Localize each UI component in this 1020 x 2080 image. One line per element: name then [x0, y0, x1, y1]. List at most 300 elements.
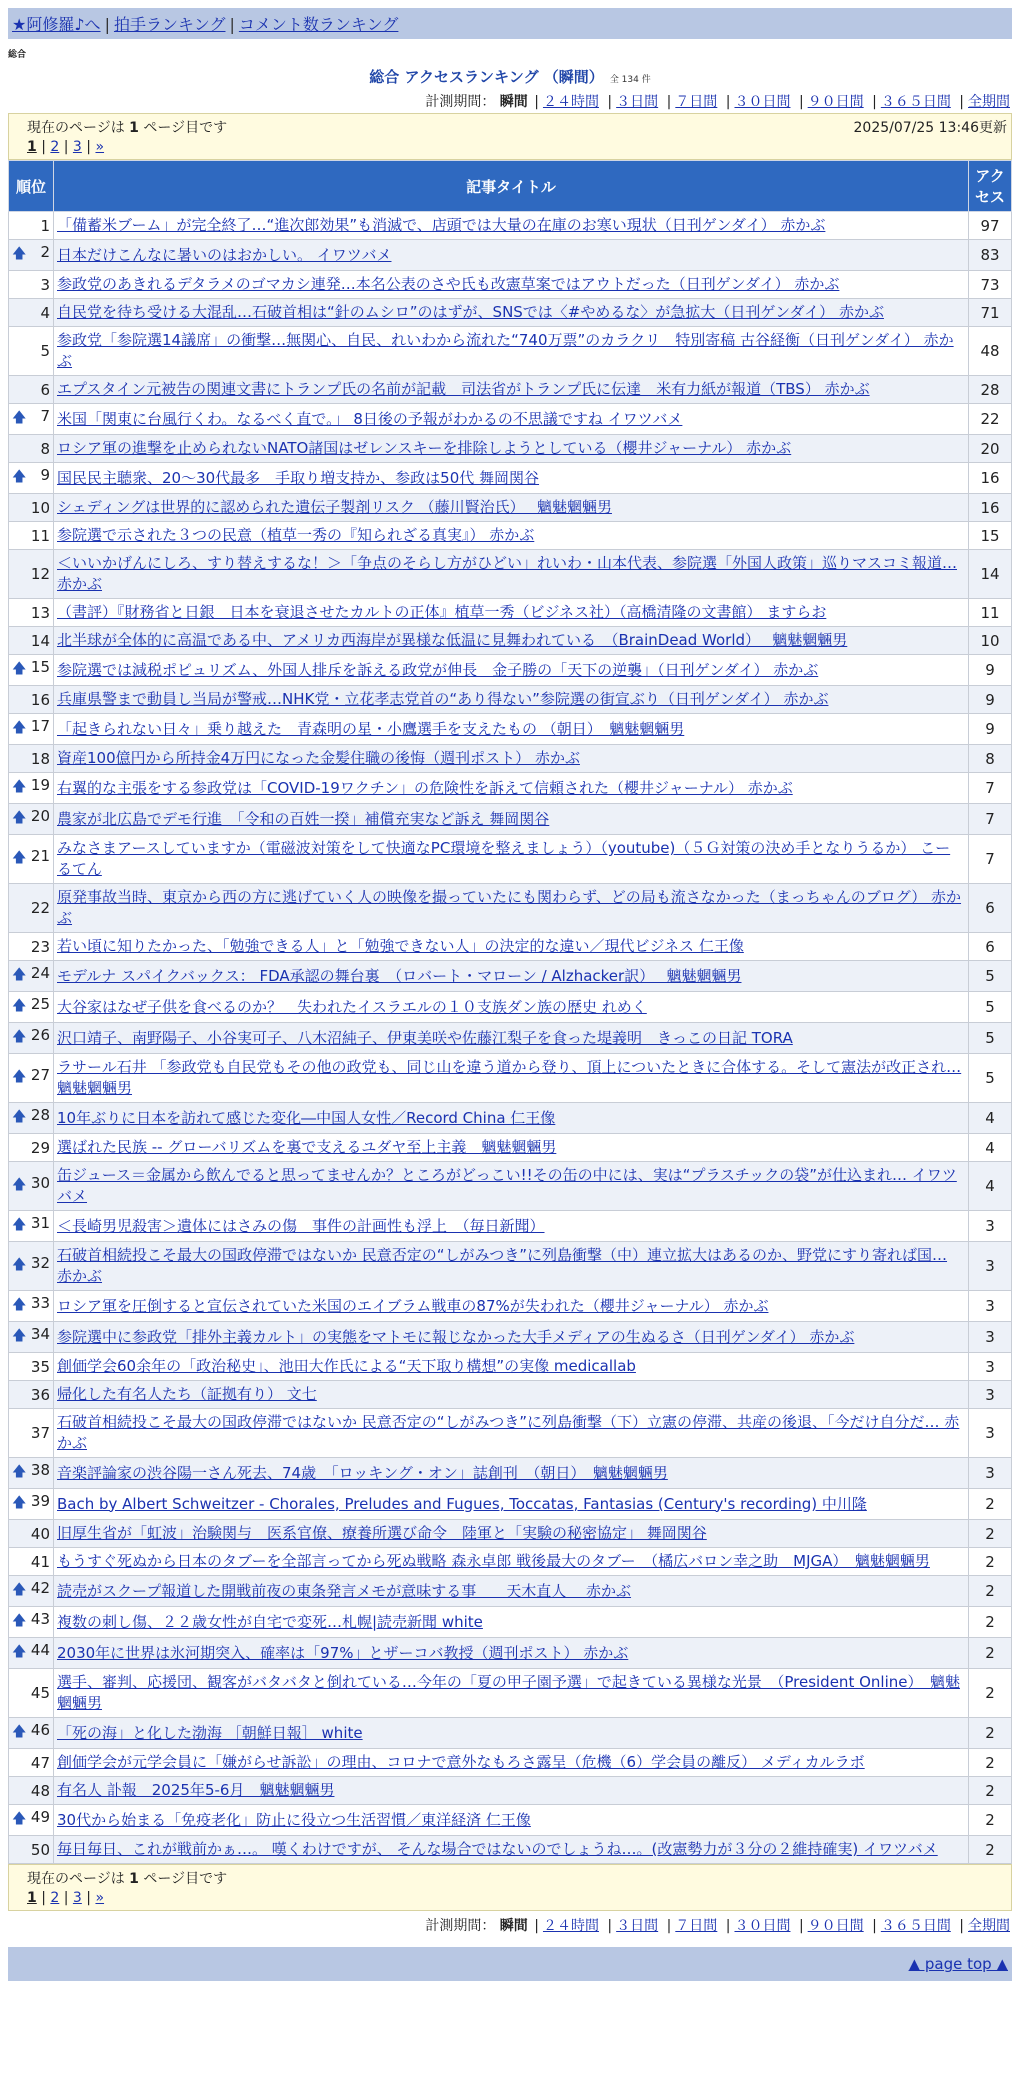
table-row: [9, 1211, 1012, 1242]
access-count: 2: [969, 1669, 1012, 1718]
access-count: 11: [969, 599, 1012, 627]
access-count: 6: [969, 933, 1012, 961]
period-24h[interactable]: ２４時間: [542, 94, 599, 110]
period-24h[interactable]: ２４時間: [542, 1918, 599, 1934]
access-count: 9: [969, 714, 1012, 745]
access-count: 4: [969, 1103, 1012, 1134]
rank-up-icon: 🡅: [12, 1495, 27, 1511]
article-link[interactable]: 日本だけこんなに暑いのはおかしい。 イワツバメ: [57, 245, 392, 264]
rank-number: 16: [30, 690, 50, 709]
access-count: 2: [969, 1607, 1012, 1638]
access-count: 2: [969, 1638, 1012, 1669]
access-count: 3: [969, 1458, 1012, 1489]
access-count: 71: [969, 299, 1012, 327]
title-cell: [54, 745, 969, 773]
access-count: 3: [969, 1381, 1012, 1409]
title-cell: [54, 961, 969, 992]
article-link[interactable]: Bach by Albert Schweitzer - Chorales, Preludes and Fugues, Toccatas, Fantasias (Century's recording) 中川隆: [57, 1494, 867, 1513]
access-count: 28: [969, 376, 1012, 404]
rank-cell: [9, 522, 54, 550]
article-link[interactable]: 創価学会60余年の「政治秘史」、池田大作氏による“天下取り構想”の実像 medicallab: [57, 1357, 636, 1375]
rank-number: 37: [30, 1424, 50, 1442]
page-indicator: 現在のページは 1 ページ目です: [27, 120, 228, 136]
article-link[interactable]: 音楽評論家の渋谷陽一さん死去、74歳 「ロッキング・オン」誌創刊 （朝日） 魑魅魍魎男: [57, 1463, 668, 1482]
table-row: [9, 1458, 1012, 1489]
rank-cell: [9, 1805, 54, 1836]
access-count: 5: [969, 961, 1012, 992]
period-3d[interactable]: ３日間: [616, 94, 659, 110]
title-cell: [54, 627, 969, 655]
rank-cell: [9, 804, 54, 835]
rank-cell: [9, 1669, 54, 1718]
access-count: 5: [969, 992, 1012, 1023]
rank-cell: [9, 1054, 54, 1103]
comment-ranking-link[interactable]: コメント数ランキング: [238, 15, 399, 34]
rank-cell: [9, 1777, 54, 1805]
table-row: [9, 745, 1012, 773]
title-cell: [54, 271, 969, 299]
access-count: 7: [969, 773, 1012, 804]
rank-up-icon: 🡅: [12, 1177, 27, 1193]
title-cell: [54, 1134, 969, 1162]
access-count: 9: [969, 655, 1012, 686]
home-link[interactable]: ★阿修羅♪へ: [12, 15, 101, 34]
period-30d[interactable]: ３０日間: [734, 1918, 791, 1934]
table-row: [9, 686, 1012, 714]
page-top-link[interactable]: ▲ page top ▲: [908, 1955, 1008, 1973]
period-current: 瞬間: [499, 1918, 528, 1934]
period-7d[interactable]: ７日間: [675, 94, 718, 110]
period-90d[interactable]: ９０日間: [807, 94, 864, 110]
rank-number: 33: [30, 1294, 50, 1312]
access-count: 73: [969, 271, 1012, 299]
table-row: [9, 212, 1012, 240]
title-cell: [54, 1576, 969, 1607]
rank-number: 32: [30, 1254, 50, 1272]
rank-number: 5: [40, 342, 50, 360]
article-link[interactable]: 参院選では減税ポピュリズム、外国人排斥を訴える政党が伸長 金子勝の「天下の逆襲」（日刊ゲンダイ） 赤かぶ: [57, 660, 819, 679]
table-row: [9, 299, 1012, 327]
period-all[interactable]: 全期間: [968, 94, 1010, 110]
rank-number: 46: [30, 1721, 50, 1739]
title-cell: [54, 835, 969, 884]
title-cell: [54, 992, 969, 1023]
rank-cell: [9, 212, 54, 240]
table-row: [9, 1520, 1012, 1548]
article-link[interactable]: 沢口靖子、南野陽子、小谷実可子、八木沼純子、伊東美咲や佐藤江梨子を食った堤義明 きっこの日記 TORA: [57, 1028, 793, 1047]
period-365d[interactable]: ３６５日間: [880, 1918, 951, 1934]
pager-next[interactable]: »: [95, 1890, 105, 1906]
article-link[interactable]: 10年ぶりに日本を訪れて感じた変化―中国人女性／Record China 仁王像: [57, 1108, 556, 1127]
title-cell: [54, 1381, 969, 1409]
table-row: [9, 1638, 1012, 1669]
table-row: [9, 1353, 1012, 1381]
access-count: 2: [969, 1777, 1012, 1805]
article-link[interactable]: 参院選で示された３つの民意（植草一秀の『知られざる真実』） 赤かぶ: [57, 526, 535, 544]
rank-number: 26: [30, 1026, 50, 1044]
rank-cell: [9, 627, 54, 655]
period-selector-top: 計測期間： 瞬間 | ２４時間 | ３日間 | ７日間 | ３０日間 | ９０日間 | ３６５日間 | 全期間: [425, 94, 1010, 110]
access-count: 16: [969, 494, 1012, 522]
title-cell: [54, 1322, 969, 1353]
table-row: [9, 1291, 1012, 1322]
rank-cell: [9, 1322, 54, 1353]
rank-number: 30: [30, 1174, 50, 1192]
rank-cell: [9, 1353, 54, 1381]
article-link[interactable]: 創価学会が元学会員に「嫌がらせ訴訟」の理由、コロナで意外なもろさ露呈（危機（6）学会員の離反） メディカルラボ: [57, 1753, 865, 1771]
rank-number: 18: [30, 749, 50, 768]
article-link[interactable]: 参院選中に参政党「排外主義カルト」の実態をマトモに報じなかった大手メディアの生ぬるさ（日刊ゲンダイ） 赤かぶ: [57, 1327, 855, 1346]
rank-cell: [9, 1718, 54, 1749]
table-row: [9, 884, 1012, 933]
article-link[interactable]: みなさまアースしていますか（電磁波対策をして快適なPC環境を整えましょう）（youtube)（５Ｇ対策の決め手となりうるか） こーるてん: [57, 839, 951, 878]
rank-number: 20: [30, 807, 50, 825]
access-count: 7: [969, 804, 1012, 835]
title-cell: [54, 599, 969, 627]
period-365d[interactable]: ３６５日間: [880, 94, 951, 110]
rank-cell: [9, 1638, 54, 1669]
col-access: アクセス: [969, 161, 1012, 212]
table-row: [9, 1607, 1012, 1638]
table-row: [9, 961, 1012, 992]
access-count: 48: [969, 327, 1012, 376]
access-count: 2: [969, 1718, 1012, 1749]
article-link[interactable]: 2030年に世界は氷河期突入、確率は「97%」とザーコバ教授（週刊ポスト） 赤かぶ: [57, 1643, 629, 1662]
table-row: [9, 1576, 1012, 1607]
article-link[interactable]: 原発事故当時、東京から西の方に逃げていく人の映像を撮っていたにも関わらず、どの局も流さなかった（まっちゃんのブログ） 赤かぶ: [57, 888, 962, 927]
rank-number: 2: [40, 243, 50, 261]
rank-number: 25: [30, 995, 50, 1013]
period-7d[interactable]: ７日間: [675, 1918, 718, 1934]
rank-number: 13: [30, 603, 50, 622]
access-count: 3: [969, 1211, 1012, 1242]
table-row: [9, 1718, 1012, 1749]
rank-cell: [9, 714, 54, 745]
rank-number: 10: [30, 498, 50, 517]
rank-up-icon: 🡅: [12, 720, 27, 736]
article-link[interactable]: 右翼的な主張をする参政党は「COVID-19ワクチン」の危険性を訴えて信頼された（櫻井ジャーナル） 赤かぶ: [57, 778, 793, 797]
page-indicator-bottom: 現在のページは 1 ページ目です: [27, 1871, 228, 1887]
rank-number: 1: [40, 216, 50, 235]
article-link[interactable]: 石破首相続投こそ最大の国政停滞ではないか 民意否定の“しがみつき”に列島衝撃（中）連立拡大はあるのか、野党にすり寄れば国… 赤かぶ: [57, 1246, 948, 1285]
access-count: 4: [969, 1162, 1012, 1211]
rank-up-icon: 🡅: [12, 1069, 27, 1085]
rank-cell: [9, 1489, 54, 1520]
pager-page-3[interactable]: 3: [72, 1890, 82, 1906]
rank-cell: [9, 327, 54, 376]
table-row: [9, 1805, 1012, 1836]
article-link[interactable]: もうすぐ死ぬから日本のタブーを全部言ってから死ぬ戦略 森永卓郎 戦後最大のタブー （橘広バロン幸之助 MJGA） 魑魅魍魎男: [57, 1552, 930, 1570]
table-row: [9, 1134, 1012, 1162]
table-row: [9, 627, 1012, 655]
article-link[interactable]: ロシア軍の進撃を止められないNATO諸国はゼレンスキーを排除しようとしている（櫻井ジャーナル） 赤かぶ: [57, 439, 792, 457]
rank-cell: [9, 1134, 54, 1162]
table-row: [9, 1669, 1012, 1718]
access-count: 6: [969, 884, 1012, 933]
rank-number: 4: [40, 303, 50, 322]
pager-next[interactable]: »: [95, 139, 105, 155]
access-count: 2: [969, 1576, 1012, 1607]
article-link[interactable]: 石破首相続投こそ最大の国政停滞ではないか 民意否定の“しがみつき”に列島衝撃（下）立憲の停滞、共産の後退、「今だけ自分だ… 赤かぶ: [57, 1413, 960, 1452]
period-label: 計測期間：: [425, 1918, 496, 1934]
access-count: 22: [969, 404, 1012, 435]
title-cell: [54, 404, 969, 435]
access-count: 2: [969, 1520, 1012, 1548]
article-link[interactable]: 参政党のあきれるデタラメのゴマカシ連発…本名公表のさや氏も改憲草案ではアウトだった（日刊ゲンダイ） 赤かぶ: [57, 275, 840, 293]
total-count: 全 134 件: [609, 75, 651, 85]
rank-number: 8: [40, 439, 50, 458]
rank-number: 41: [30, 1552, 50, 1571]
title-cell: [54, 327, 969, 376]
pager-page-3[interactable]: 3: [72, 139, 82, 155]
article-link[interactable]: ロシア軍を圧倒すると宣伝されていた米国のエイブラム戦車の87%が失われた（櫻井ジャーナル） 赤かぶ: [57, 1296, 769, 1315]
article-link[interactable]: 毎日毎日、これが戦前かぁ…。 嘆くわけですが、 そんな場合ではないのでしょうね…。(改憲勢力が３分の２維持確実) イワツバメ: [57, 1840, 938, 1858]
title-cell: [54, 1162, 969, 1211]
table-row: [9, 1103, 1012, 1134]
table-row: [9, 404, 1012, 435]
title-cell: [54, 1023, 969, 1054]
title-cell: [54, 655, 969, 686]
access-count: 97: [969, 212, 1012, 240]
access-count: 10: [969, 627, 1012, 655]
title-cell: [54, 1669, 969, 1718]
rank-cell: [9, 884, 54, 933]
article-link[interactable]: 農家が北広島でデモ行進 「令和の百姓一揆」補償充実など訴え 舞岡関谷: [57, 809, 550, 828]
period-all[interactable]: 全期間: [968, 1918, 1010, 1934]
access-count: 3: [969, 1242, 1012, 1291]
rank-up-icon: 🡅: [12, 1724, 27, 1740]
rank-number: 11: [30, 526, 50, 545]
table-row: [9, 435, 1012, 463]
rank-cell: [9, 1023, 54, 1054]
rank-cell: [9, 835, 54, 884]
rank-number: 34: [30, 1325, 50, 1343]
rank-number: 47: [30, 1753, 50, 1772]
table-row: [9, 1749, 1012, 1777]
table-row: [9, 1489, 1012, 1520]
rank-up-icon: 🡅: [12, 967, 27, 983]
article-link[interactable]: 「備蓄米ブーム」が完全終了…“進次郎効果”も消滅で、店頭では大量の在庫のお寒い現状（日刊ゲンダイ） 赤かぶ: [57, 216, 826, 234]
period-selector-bottom: 計測期間： 瞬間 | ２４時間 | ３日間 | ７日間 | ３０日間 | ９０日間 | ３６５日間 | 全期間: [425, 1918, 1010, 1934]
rank-cell: [9, 773, 54, 804]
title-cell: [54, 1291, 969, 1322]
article-link[interactable]: 自民党を待ち受ける大混乱…石破首相は“針のムシロ”のはずが、SNSでは〈#やめるな〉が急拡大（日刊ゲンダイ） 赤かぶ: [57, 303, 884, 321]
table-row: [9, 240, 1012, 271]
rank-cell: [9, 1458, 54, 1489]
title-cell: [54, 804, 969, 835]
rank-cell: [9, 686, 54, 714]
title-cell: [54, 1718, 969, 1749]
title-cell: [54, 522, 969, 550]
article-link[interactable]: 若い頃に知りたかった、「勉強できる人」と「勉強できない人」の決定的な違い／現代ビジネス 仁王像: [57, 937, 744, 955]
rank-number: 17: [30, 717, 50, 735]
article-link[interactable]: 選ばれた民族 -- グローバリズムを裏で支えるユダヤ至上主義 魑魅魍魎男: [57, 1138, 557, 1156]
access-count: 5: [969, 1054, 1012, 1103]
article-link[interactable]: 参政党「参院選14議席」の衝撃…無関心、自民、れいわから流れた“740万票”のカラクリ 特別寄稿 古谷経衡（日刊ゲンダイ） 赤かぶ: [57, 331, 954, 370]
title-cell: [54, 212, 969, 240]
article-link[interactable]: エプスタイン元被告の関連文書にトランプ氏の名前が記載 司法省がトランプ氏に伝達 米有力紙が報道（TBS） 赤かぶ: [57, 380, 870, 398]
title-cell: [54, 1638, 969, 1669]
title-cell: [54, 1749, 969, 1777]
col-rank: 順位: [9, 161, 54, 212]
title-cell: [54, 550, 969, 599]
table-row: [9, 522, 1012, 550]
page-title: [8, 66, 1012, 87]
col-title: 記事タイトル: [54, 161, 969, 212]
pager-page-2[interactable]: 2: [50, 1890, 60, 1906]
rank-cell: [9, 376, 54, 404]
rank-number: 45: [30, 1684, 50, 1702]
title-cell: [54, 686, 969, 714]
rank-cell: [9, 299, 54, 327]
title-cell: [54, 884, 969, 933]
title-cell: [54, 714, 969, 745]
updated-timestamp: 2025/07/25 13:46更新: [853, 120, 1007, 136]
rank-cell: [9, 271, 54, 299]
rank-number: 50: [30, 1840, 50, 1859]
rank-up-icon: 🡅: [12, 410, 27, 426]
rank-cell: [9, 1836, 54, 1864]
title-cell: [54, 773, 969, 804]
title-cell: [54, 1805, 969, 1836]
access-count: 15: [969, 522, 1012, 550]
pager-page-2[interactable]: 2: [50, 139, 60, 155]
rank-number: 28: [30, 1106, 50, 1124]
article-link[interactable]: 複数の刺し傷、２２歳女性が自宅で変死…札幌|読売新聞 white: [57, 1612, 483, 1631]
access-count: 16: [969, 463, 1012, 494]
rank-cell: [9, 435, 54, 463]
rank-cell: [9, 1103, 54, 1134]
rank-number: 31: [30, 1214, 50, 1232]
access-count: 14: [969, 550, 1012, 599]
title-cell: [54, 463, 969, 494]
rank-number: 39: [30, 1492, 50, 1510]
rank-number: 44: [30, 1641, 50, 1659]
table-row: [9, 1054, 1012, 1103]
rank-up-icon: 🡅: [12, 1109, 27, 1125]
article-link[interactable]: 有名人 訃報 2025年5-6月 魑魅魍魎男: [57, 1781, 335, 1799]
access-count: 20: [969, 435, 1012, 463]
rank-number: 6: [40, 380, 50, 399]
applause-ranking-link[interactable]: 拍手ランキング: [113, 15, 226, 34]
article-link[interactable]: ＜いいかげんにしろ、すり替えするな！＞「争点のそらし方がひどい」れいわ・山本代表、参院選「外国人政策」巡りマスコミ報道… 赤かぶ: [57, 554, 958, 593]
rank-number: 3: [40, 275, 50, 294]
table-row: [9, 599, 1012, 627]
access-count: 8: [969, 745, 1012, 773]
article-link[interactable]: ラサール石井 「参政党も自民党もその他の政党も、同じ山を違う道から登り、頂上についたときに合体する。そして憲法が改正され… 魑魅魍魎男: [57, 1058, 962, 1097]
rank-up-icon: 🡅: [12, 1029, 27, 1045]
article-link[interactable]: ＜長崎男児殺害＞遺体にはさみの傷 事件の計画性も浮上 （毎日新聞）: [57, 1216, 545, 1235]
article-link[interactable]: 缶ジュース＝金属から飲んでると思ってませんか？ところがどっこい!!その缶の中には、実は“プラスチックの袋”が仕込まれ… イワツバメ: [57, 1166, 957, 1205]
table-row: [9, 376, 1012, 404]
rank-cell: [9, 1211, 54, 1242]
rank-number: 24: [30, 964, 50, 982]
period-90d[interactable]: ９０日間: [807, 1918, 864, 1934]
rank-cell: [9, 1548, 54, 1576]
table-row: [9, 1242, 1012, 1291]
rank-up-icon: 🡅: [12, 1811, 27, 1827]
article-link[interactable]: 米国「関東に台風行くわ。なるべく直で。」 8日後の予報がわかるの不思議ですね イワツバメ: [57, 409, 683, 428]
article-link[interactable]: 読売がスクープ報道した開戦前夜の東条発言メモが意味する事 天木直人 赤かぶ: [57, 1581, 632, 1600]
article-link[interactable]: 資産100億円から所持金4万円になった金髪住職の後悔（週刊ポスト） 赤かぶ: [57, 749, 580, 767]
title-cell: [54, 240, 969, 271]
rank-cell: [9, 463, 54, 494]
article-link[interactable]: 帰化した有名人たち（証拠有り） 文七: [57, 1385, 317, 1403]
rank-up-icon: 🡅: [12, 246, 27, 262]
top-nav: ★阿修羅♪へ | 拍手ランキング | コメント数ランキング: [8, 8, 1012, 39]
table-row: [9, 714, 1012, 745]
rank-cell: [9, 933, 54, 961]
table-row: [9, 494, 1012, 522]
rank-cell: [9, 745, 54, 773]
table-row: [9, 804, 1012, 835]
table-row: [9, 463, 1012, 494]
title-cell: [54, 933, 969, 961]
article-link[interactable]: 選手、審判、応援団、観客がバタバタと倒れている…今年の「夏の甲子園予選」で起きている異様な光景 （President Online） 魑魅魍魎男: [57, 1673, 960, 1712]
rank-cell: [9, 1409, 54, 1458]
article-link[interactable]: モデルナ スパイクバックス： FDA承認の舞台裏 （ロバート・マローン / Alzhacker訳） 魑魅魍魎男: [57, 966, 742, 985]
article-link[interactable]: シェディングは世界的に認められた遺伝子製剤リスク （藤川賢治氏） 魑魅魍魎男: [57, 498, 612, 516]
rank-up-icon: 🡅: [12, 1644, 27, 1660]
title-cell: [54, 1607, 969, 1638]
footer-bar: [8, 1947, 1012, 1981]
access-count: 2: [969, 1548, 1012, 1576]
article-link[interactable]: （書評）『財務省と日銀 日本を衰退させたカルトの正体』植草一秀（ビジネス社）（高橋清隆の文書館） ますらお: [57, 603, 827, 621]
page-info-bottom: [8, 1864, 1012, 1911]
rank-cell: [9, 992, 54, 1023]
page-info-top: [8, 113, 1012, 160]
rank-up-icon: 🡅: [12, 810, 27, 826]
table-row: [9, 1322, 1012, 1353]
table-row: [9, 933, 1012, 961]
article-link[interactable]: 「死の海」と化した渤海 ［朝鮮日報］ white: [57, 1723, 363, 1742]
access-count: 2: [969, 1749, 1012, 1777]
period-3d[interactable]: ３日間: [616, 1918, 659, 1934]
rank-number: 19: [30, 776, 50, 794]
access-count: 83: [969, 240, 1012, 271]
access-count: 4: [969, 1134, 1012, 1162]
table-row: [9, 327, 1012, 376]
rank-number: 38: [30, 1461, 50, 1479]
period-30d[interactable]: ３０日間: [734, 94, 791, 110]
table-row: [9, 271, 1012, 299]
rank-number: 23: [30, 937, 50, 956]
article-link[interactable]: 兵庫県警まで動員し当局が警戒…NHK党・立花孝志党首の“あり得ない”参院選の街宣ぶり（日刊ゲンダイ） 赤かぶ: [57, 690, 829, 708]
article-link[interactable]: 30代から始まる「免疫老化」防止に役立つ生活習慣／東洋経済 仁王像: [57, 1810, 531, 1829]
table-row: [9, 1162, 1012, 1211]
title-cell: [54, 1353, 969, 1381]
article-link[interactable]: 国民民主聴衆、20～30代最多 手取り増支持か、参政は50代 舞岡関谷: [57, 468, 540, 487]
rank-up-icon: 🡅: [12, 998, 27, 1014]
table-row: [9, 1777, 1012, 1805]
title-cell: [54, 1548, 969, 1576]
rank-number: 12: [30, 565, 50, 583]
rank-number: 7: [40, 407, 50, 425]
pager-bottom: 1 | 2 | 3 | »: [27, 1890, 105, 1906]
title-cell: [54, 376, 969, 404]
rank-up-icon: 🡅: [12, 1297, 27, 1313]
rank-number: 15: [30, 658, 50, 676]
access-count: 3: [969, 1409, 1012, 1458]
rank-number: 14: [30, 631, 50, 650]
article-link[interactable]: 「起きられない日々」乗り越えた 青森明の星・小鷹選手を支えたもの （朝日） 魑魅魍魎男: [57, 719, 685, 738]
table-row: [9, 1409, 1012, 1458]
article-link[interactable]: 旧厚生省が「虹波」治験関与 医系官僚、療養所選び命令 陸軍と「実験の秘密協定」 舞岡関谷: [57, 1524, 707, 1542]
table-row: [9, 1836, 1012, 1864]
rank-up-icon: 🡅: [12, 1582, 27, 1598]
article-link[interactable]: 北半球が全体的に高温である中、アメリカ西海岸が異様な低温に見舞われている （BrainDead World） 魑魅魍魎男: [57, 631, 848, 649]
article-link[interactable]: 大谷家はなぜ子供を食べるのか？ 失われたイスラエルの１０支族ダン族の歴史 れめく: [57, 997, 647, 1016]
